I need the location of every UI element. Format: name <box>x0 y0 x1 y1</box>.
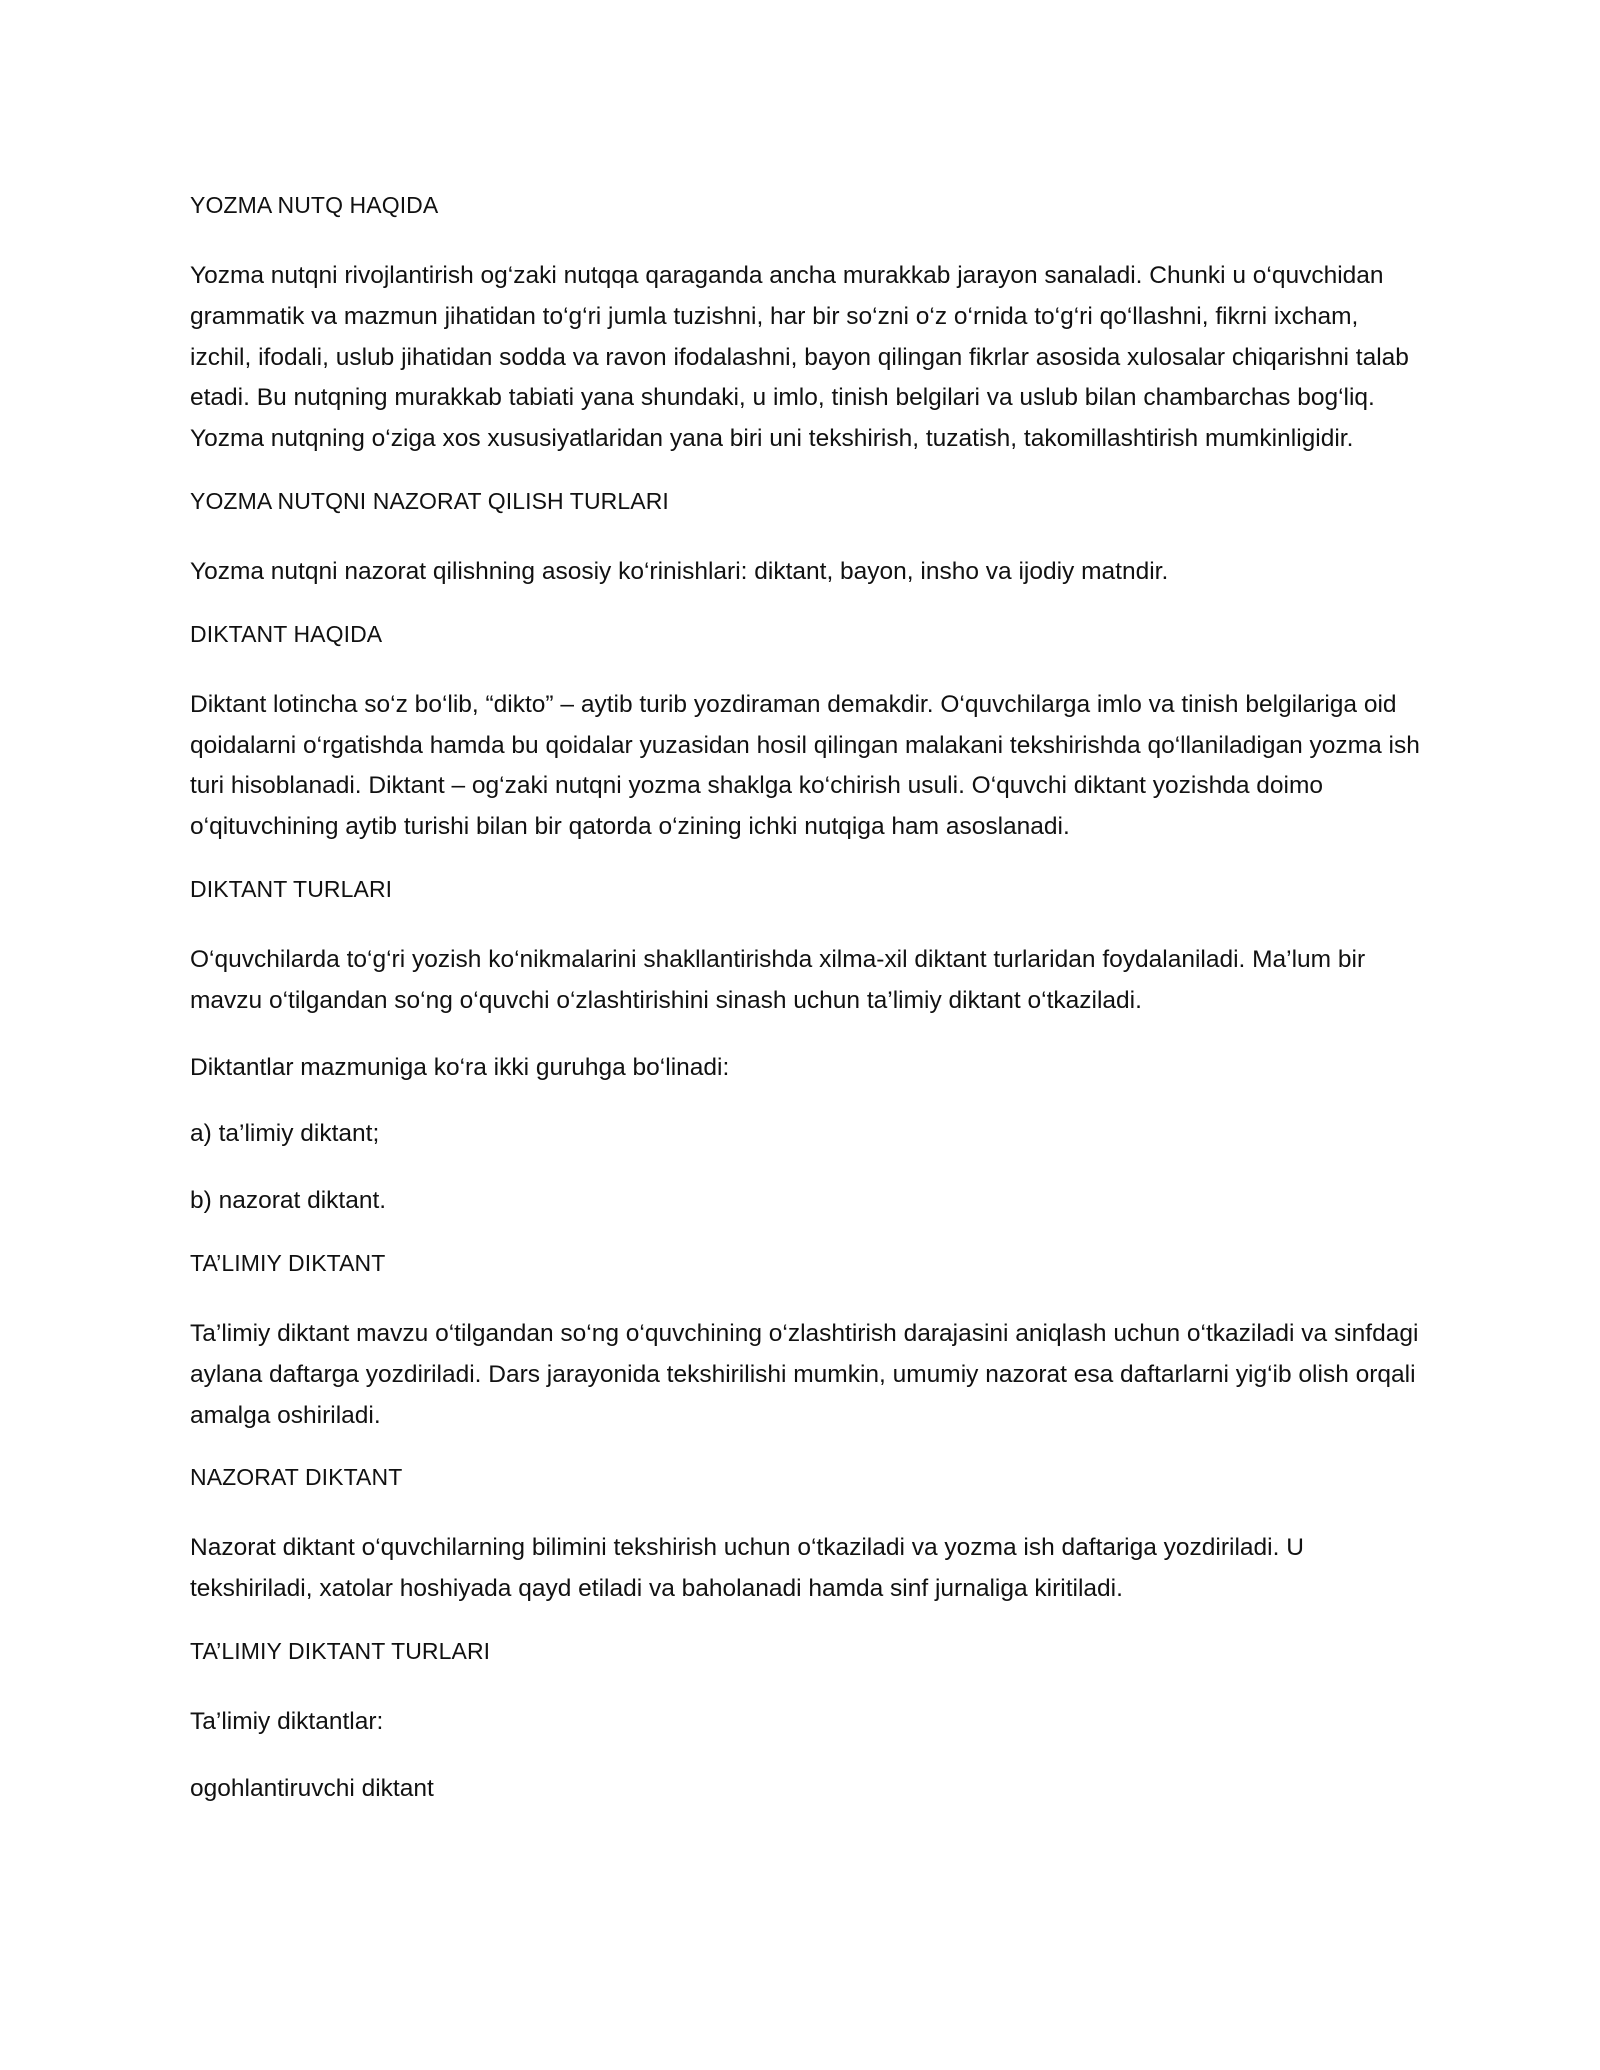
paragraph-guruhlar: Diktantlar mazmuniga ko‘ra ikki guruhga bo‘linadi: <box>190 1053 730 1081</box>
list-item-nazorat: b) nazorat diktant. <box>190 1187 387 1215</box>
section-heading-talimiy-diktant: TA’LIMIY DIKTANT <box>190 1249 386 1276</box>
paragraph-talimiy-diktant: Ta’limiy diktant mavzu o‘tilgandan so‘ng o‘quvchining o‘zlashtirish darajasini aniqlash uchun o‘tkaziladi va sinfdagi aylana daftarga yozdiriladi. Dars jarayonida tekshirilishi mumkin, umumiy nazorat esa daftarlarni yig‘ib olish orqali amalga oshiriladi. <box>190 1319 1419 1429</box>
section-heading-diktant: DIKTANT HAQIDA <box>190 620 383 647</box>
section-heading-talimiy-turlari: TA’LIMIY DIKTANT TURLARI <box>190 1637 491 1664</box>
list-item-talimiy: a) ta’limiy diktant; <box>190 1120 380 1148</box>
paragraph-diktant-turlari: O‘quvchilarda to‘g‘ri yozish ko‘nikmalarini shakllantirishda xilma-xil diktant turlaridan foydalaniladi. Ma’lum bir mavzu o‘tilgandan so‘ng o‘quvchi o‘zlashtirishini sinash uchun ta’limiy diktant o‘tkaziladi. <box>190 945 1366 1014</box>
section-heading-diktant-turlari: DIKTANT TURLARI <box>190 875 393 902</box>
paragraph-nazorat-diktant: Nazorat diktant o‘quvchilarning bilimini tekshirish uchun o‘tkaziladi va yozma ish daftariga yozdiriladi. U tekshiriladi, xatolar hoshiyada qayd etiladi va baholanadi hamda sinf jurnaliga kiritiladi. <box>190 1534 1304 1603</box>
paragraph-yozma-nutq: Yozma nutqni rivojlantirish og‘zaki nutqqa qaraganda ancha murakkab jarayon sanaladi. Chunki u o‘quvchidan grammatik va mazmun jihatidan to‘g‘ri jumla tuzishni, har bir so‘zni o‘z o‘rnida to‘g‘ri qo‘llashni, fikrni ixcham, izchil, ifodali, uslub jihatidan sodda va ravon ifodalashni, bayon qilingan fikrlar asosida xulosalar chiqarishni talab etadi. Bu nutqning murakkab tabiati yana shundaki, u imlo, tinish belgilari va uslub bilan chambarchas bog‘liq. Yozma nutqning o‘ziga xos xususiyatlaridan yana biri uni tekshirish, tuzatish, takomillashtirish mumkinligidir. <box>190 262 1409 453</box>
paragraph-talimiy-diktantlar: Ta’limiy diktantlar: <box>190 1707 384 1735</box>
section-heading-nazorat-diktant: NAZORAT DIKTANT <box>190 1464 403 1491</box>
paragraph-diktant: Diktant lotincha so‘z bo‘lib, “dikto” – aytib turib yozdiraman demakdir. O‘quvchilarga imlo va tinish belgilariga oid qoidalarni o‘rgatishda hamda bu qoidalar yuzasidan hosil qilingan malakani tekshirishda qo‘llaniladigan yozma ish turi hisoblanadi. Diktant – og‘zaki nutqni yozma shaklga ko‘chirish usuli. O‘quvchi diktant yozishda doimo o‘qituvchining aytib turishi bilan bir qatorda o‘zining ichki nutqiga ham asoslanadi. <box>190 690 1420 841</box>
paragraph-ogohlantiruvchi: ogohlantiruvchi diktant <box>190 1774 434 1802</box>
document-page <box>190 190 1420 1836</box>
section-heading-yozma-nutq: YOZMA NUTQ HAQIDA <box>190 192 439 218</box>
section-heading-nazorat-turlari: YOZMA NUTQNI NAZORAT QILISH TURLARI <box>190 487 669 514</box>
paragraph-nazorat-turlari: Yozma nutqni nazorat qilishning asosiy ko‘rinishlari: diktant, bayon, insho va ijodiy matndir. <box>190 557 1169 585</box>
